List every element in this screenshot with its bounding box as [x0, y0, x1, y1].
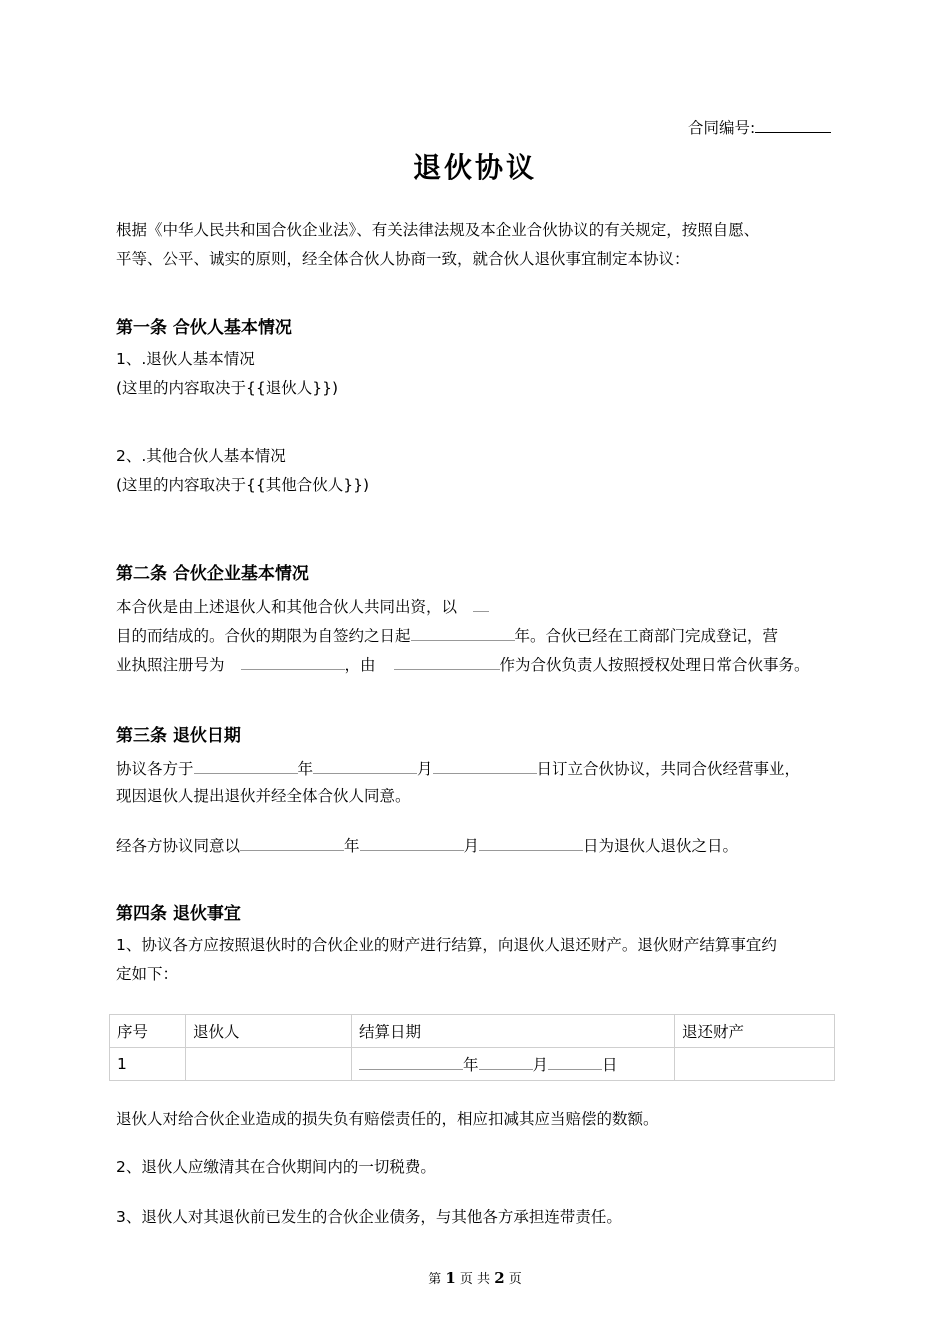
agreement-year-blank [194, 757, 298, 774]
article-2-line-2b: 年。合伙已经在工商部门完成登记，营 [514, 627, 779, 645]
article-2-line-3b: ，由 [344, 656, 376, 674]
row-settlement-date [352, 1048, 675, 1081]
footer-suffix: 页 [508, 1272, 522, 1287]
table-row [110, 1048, 835, 1081]
article-4-item-1-line-1: 1、协议各方应按照退伙时的合伙企业的财产进行结算，向退伙人退还财产。退伙财产结算事宜约 [116, 936, 777, 954]
article-3-line-3a: 经各方协议同意以 [116, 837, 241, 855]
withdrawal-day-blank [479, 834, 583, 851]
article-3-line-3d: 日为退伙人退伙之日。 [583, 837, 739, 855]
agreement-month-blank [313, 757, 417, 774]
article-3-line-3 [116, 834, 738, 856]
settle-month-label: 月 [532, 1056, 549, 1074]
article-2-line-3c: 作为合伙负责人按照授权处理日常合伙事务。 [499, 656, 810, 674]
month-label: 月 [463, 837, 480, 855]
page-footer [0, 1268, 950, 1287]
article-1-heading: 第一条 合伙人基本情况 [116, 318, 292, 338]
year-label: 年 [297, 760, 314, 778]
article-1-item-1: 1、.退伙人基本情况 [116, 350, 255, 368]
article-2-line-2 [116, 624, 778, 646]
article-2-line-1-text: 本合伙是由上述退伙人和其他合伙人共同出资，以 [116, 598, 458, 616]
row-refund-property [675, 1048, 835, 1081]
license-number-blank [241, 653, 345, 670]
intro-line-2: 平等、公平、诚实的原则，经全体合伙人协商一致，就合伙人退伙事宜制定本协议： [116, 250, 690, 268]
article-2-heading: 第二条 合伙企业基本情况 [116, 564, 309, 584]
term-years-blank [411, 624, 515, 641]
article-2-line-1 [116, 595, 489, 617]
article-1-item-1-note: (这里的内容取决于{{退伙人}}) [116, 379, 339, 397]
settle-month-blank [479, 1053, 533, 1070]
settlement-table [109, 1014, 835, 1081]
article-1-item-2: 2、.其他合伙人基本情况 [116, 447, 286, 465]
intro-line-1: 根据《中华人民共和国合伙企业法》、有关法律法规及本企业合伙协议的有关规定，按照自愿、 [116, 221, 760, 239]
withdrawal-year-blank [240, 834, 344, 851]
row-no: 1 [110, 1048, 186, 1081]
header-settlement-date: 结算日期 [352, 1015, 675, 1048]
contract-number-blank [755, 116, 831, 133]
header-refund-property: 退还财产 [675, 1015, 835, 1048]
article-4-note: 退伙人对给合伙企业造成的损失负有赔偿责任的，相应扣减其应当赔偿的数额。 [116, 1110, 659, 1128]
article-3-line-1a: 协议各方于 [116, 760, 194, 778]
article-3-line-1d: 日订立合伙协议，共同合伙经营事业， [536, 760, 801, 778]
year-label: 年 [344, 837, 360, 855]
article-3-line-1 [116, 757, 800, 779]
article-2-line-2a: 目的而结成的。合伙的期限为自签约之日起 [116, 627, 411, 645]
article-2-line-3 [116, 653, 810, 675]
footer-prefix: 第 [428, 1272, 442, 1287]
settle-day-blank [548, 1053, 602, 1070]
settle-year-label: 年 [463, 1056, 479, 1074]
article-2-line-3a: 业执照注册号为 [116, 656, 225, 674]
month-label: 月 [417, 760, 433, 778]
agreement-day-blank [433, 757, 537, 774]
article-4-item-2: 2、退伙人应缴清其在合伙期间内的一切税费。 [116, 1158, 436, 1176]
article-4-item-1-line-2: 定如下： [116, 965, 179, 983]
contract-number-label: 合同编号: [688, 119, 756, 137]
header-partner: 退伙人 [186, 1015, 352, 1048]
purpose-blank [473, 595, 489, 612]
article-3-line-2: 现因退伙人提出退伙并经全体合伙人同意。 [116, 787, 411, 805]
footer-middle: 页 共 [459, 1272, 491, 1287]
article-4-item-3: 3、退伙人对其退伙前已发生的合伙企业债务，与其他各方承担连带责任。 [116, 1208, 622, 1226]
footer-total-pages: 2 [494, 1269, 505, 1287]
footer-current-page: 1 [445, 1269, 456, 1287]
article-3-heading: 第三条 退伙日期 [116, 726, 241, 746]
contract-number [688, 116, 831, 138]
settle-day-label: 日 [602, 1056, 618, 1074]
row-partner [186, 1048, 352, 1081]
header-no: 序号 [110, 1015, 186, 1048]
withdrawal-month-blank [360, 834, 464, 851]
article-4-heading: 第四条 退伙事宜 [116, 904, 241, 924]
settle-year-blank [359, 1053, 463, 1070]
document-title: 退伙协议 [412, 151, 537, 184]
table-header-row [110, 1015, 835, 1048]
responsible-partner-blank [394, 653, 500, 670]
article-1-item-2-note: (这里的内容取决于{{其他合伙人}}) [116, 476, 370, 494]
